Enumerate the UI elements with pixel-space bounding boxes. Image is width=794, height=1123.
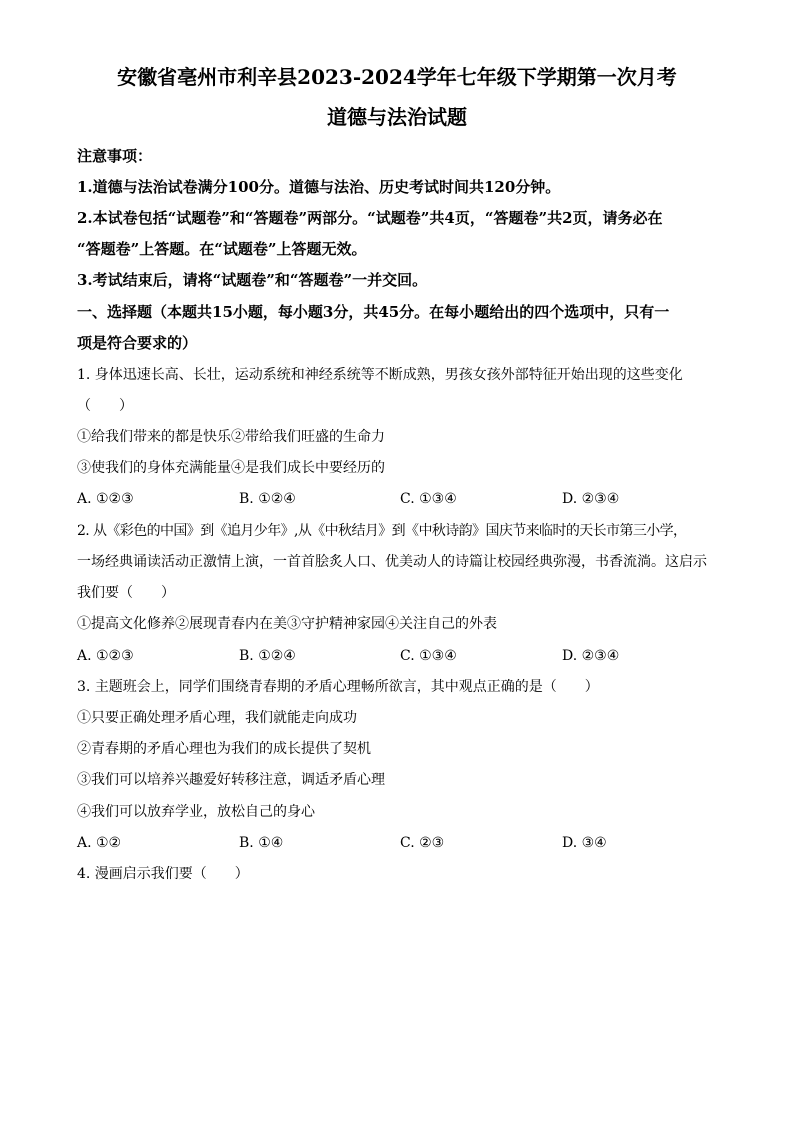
question-stem: 我们要（ ） bbox=[77, 585, 175, 601]
option-a: A. ①② bbox=[77, 835, 122, 851]
question-statements: ①提高文化修养②展现青春内在美③守护精神家园④关注自己的外表 bbox=[77, 616, 497, 632]
question-statements: ④我们可以放弃学业，放松自己的身心 bbox=[77, 804, 315, 820]
exam-title: 安徽省亳州市利辛县2023-2024学年七年级下学期第一次月考 bbox=[117, 65, 677, 89]
question-statements: ③使我们的身体充满能量④是我们成长中要经历的 bbox=[77, 460, 385, 476]
option-d: D. ②③④ bbox=[562, 648, 620, 664]
option-a: A. ①②③ bbox=[77, 491, 134, 507]
question-stem: 一场经典诵读活动正激情上演，一首首脍炙人口、优美动人的诗篇让校园经典弥漫，书香流淌。这启示 bbox=[77, 554, 707, 570]
question-stem: 1. 身体迅速长高、长壮，运动系统和神经系统等不断成熟，男孩女孩外部特征开始出现的这些变化 bbox=[77, 367, 683, 383]
option-d: D. ③④ bbox=[562, 835, 607, 851]
question-stem: 3. 主题班会上，同学们围绕青春期的矛盾心理畅所欲言，其中观点正确的是（ ） bbox=[77, 679, 599, 695]
notice-item-3: 3.考试结束后，请将“试题卷”和“答题卷”一并交回。 bbox=[77, 271, 428, 289]
notice-item-1: 1.道德与法治试卷满分100分。道德与法治、历史考试时间共120分钟。 bbox=[77, 178, 561, 196]
option-c: C. ②③ bbox=[400, 835, 445, 851]
section-heading-line-2: 项是符合要求的） bbox=[77, 334, 198, 352]
question-statements: ②青春期的矛盾心理也为我们的成长提供了契机 bbox=[77, 741, 371, 757]
notice-heading: 注意事项： bbox=[77, 147, 153, 165]
option-c: C. ①③④ bbox=[400, 491, 457, 507]
option-b: B. ①④ bbox=[239, 835, 284, 851]
question-statements: ①给我们带来的都是快乐②带给我们旺盛的生命力 bbox=[77, 429, 385, 445]
option-d: D. ②③④ bbox=[562, 491, 620, 507]
question-stem: 4. 漫画启示我们要（ ） bbox=[77, 866, 249, 882]
option-b: B. ①②④ bbox=[239, 648, 296, 664]
question-stem: （ ） bbox=[77, 398, 133, 414]
question-statements: ①只要正确处理矛盾心理，我们就能走向成功 bbox=[77, 710, 357, 726]
section-heading-line-1: 一、选择题（本题共15小题，每小题3分，共45分。在每小题给出的四个选项中，只有一 bbox=[77, 303, 670, 321]
question-statements: ③我们可以培养兴趣爱好转移注意，调适矛盾心理 bbox=[77, 772, 385, 788]
option-a: A. ①②③ bbox=[77, 648, 134, 664]
exam-subtitle: 道德与法治试题 bbox=[327, 105, 467, 129]
option-b: B. ①②④ bbox=[239, 491, 296, 507]
question-stem: 2. 从《彩色的中国》到《追月少年》,从《中秋结月》到《中秋诗韵》国庆节来临时的天长市第三小学， bbox=[77, 523, 687, 539]
notice-item-2-line-1: 2.本试卷包括“试题卷”和“答题卷”两部分。“试题卷”共4页，“答题卷”共2页，请务必在 bbox=[77, 209, 663, 227]
option-c: C. ①③④ bbox=[400, 648, 457, 664]
notice-item-2-line-2: “答题卷”上答题。在“试题卷”上答题无效。 bbox=[77, 240, 367, 258]
